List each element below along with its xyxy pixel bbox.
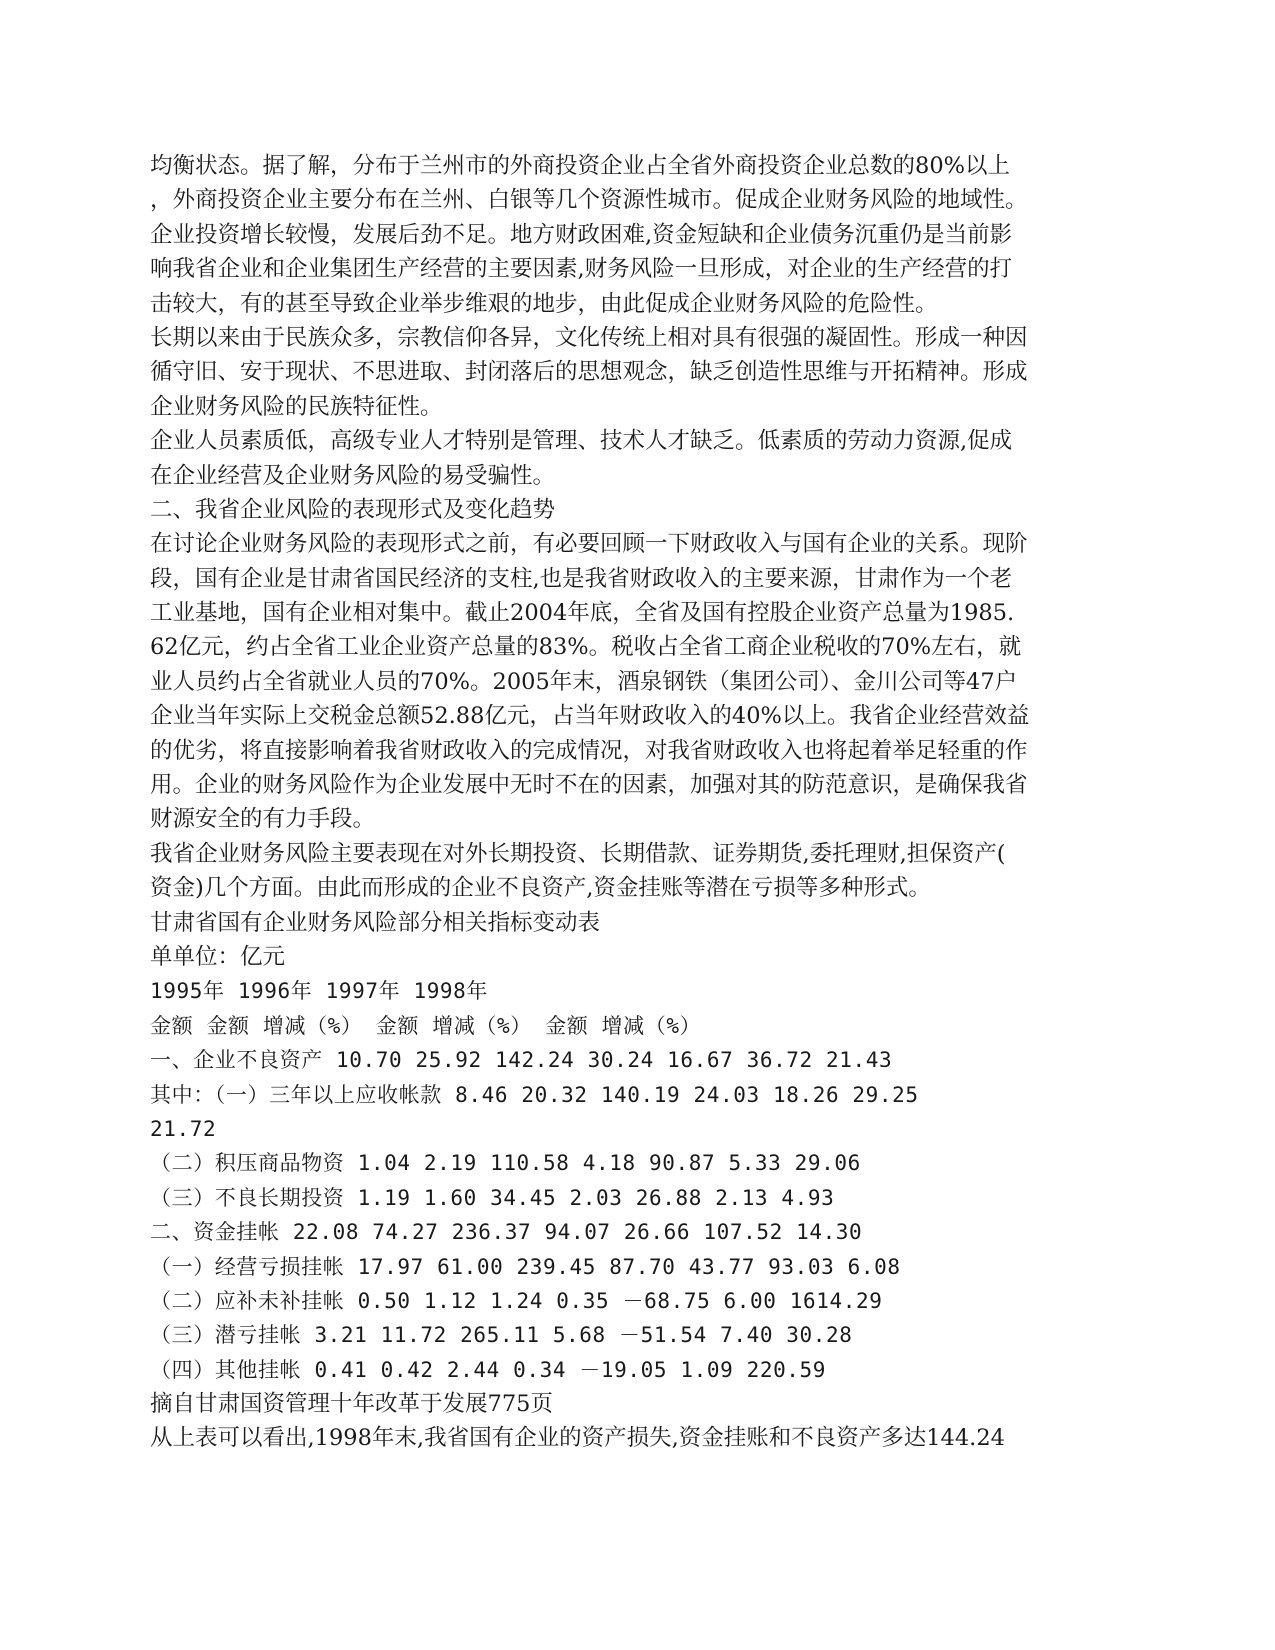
text-line: 企业投资增长较慢，发展后劲不足。地方财政困难,资金短缺和企业债务沉重仍是当前影 bbox=[150, 221, 1013, 248]
text-line: 在企业经营及企业财务风险的易受骗性。 bbox=[150, 462, 556, 489]
table-row-continuation: 21.72 bbox=[150, 1116, 217, 1141]
text-line: 循守旧、安于现状、不思进取、封闭落后的思想观念，缺乏创造性思维与开拓精神。形成 bbox=[150, 359, 1028, 386]
table-row: 二、资金挂帐 22.08 74.27 236.37 94.07 26.66 107.52 14.30 bbox=[150, 1220, 863, 1245]
text-line: 击较大，有的甚至导致企业举步维艰的地步，由此促成企业财务风险的危险性。 bbox=[150, 290, 938, 317]
table-row: 其中：（一）三年以上应收帐款 8.46 20.32 140.19 24.03 18.26 29.25 bbox=[150, 1082, 919, 1107]
table-row: 一、企业不良资产 10.70 25.92 142.24 30.24 16.67 36.72 21.43 bbox=[150, 1048, 893, 1073]
text-line: 均衡状态。据了解，分布于兰州市的外商投资企业占全省外商投资企业总数的80%以上 bbox=[150, 153, 1011, 179]
text-line: ，外商投资企业主要分布在兰州、白银等几个资源性城市。促成企业财务风险的地域性。 bbox=[150, 187, 1028, 214]
text-line: 段，国有企业是甘肃省国民经济的支柱,也是我省财政收入的主要来源，甘肃作为一个老 bbox=[150, 565, 1013, 592]
text-line: 62亿元，约占全省工业企业资产总量的83%。税收占全省工商企业税收的70%左右，就 bbox=[150, 634, 1022, 661]
table-row: （二）积压商品物资 1.04 2.19 110.58 4.18 90.87 5.33 29.06 bbox=[150, 1151, 861, 1176]
text-line: 财源安全的有力手段。 bbox=[150, 806, 376, 833]
table-header-columns: 金额 金额 增减（%） 金额 增减（%） 金额 增减（%） bbox=[150, 1013, 702, 1038]
document-page bbox=[150, 149, 1125, 1456]
text-line: 资金)几个方面。由此而形成的企业不良资产,资金挂账等潜在亏损等多种形式。 bbox=[150, 875, 931, 902]
text-line: 我省企业财务风险主要表现在对外长期投资、长期借款、证券期货,委托理财,担保资产( bbox=[150, 840, 1006, 867]
section-heading: 二、我省企业风险的表现形式及变化趋势 bbox=[150, 496, 556, 523]
table-header-years: 1995年 1996年 1997年 1998年 bbox=[150, 979, 489, 1004]
table-title: 甘肃省国有企业财务风险部分相关指标变动表 bbox=[150, 909, 601, 936]
table-row: （三）潜亏挂帐 3.21 11.72 265.11 5.68 －51.54 7.40 30.28 bbox=[150, 1323, 853, 1348]
table-row: （一）经营亏损挂帐 17.97 61.00 239.45 87.70 43.77 93.03 6.08 bbox=[150, 1254, 901, 1279]
table-row: （三）不良长期投资 1.19 1.60 34.45 2.03 26.88 2.13 4.93 bbox=[150, 1185, 835, 1210]
text-line: 长期以来由于民族众多，宗教信仰各异，文化传统上相对具有很强的凝固性。形成一种因 bbox=[150, 324, 1028, 351]
table-row: （二）应补未补挂帐 0.50 1.12 1.24 0.35 －68.75 6.00 1614.29 bbox=[150, 1288, 883, 1313]
text-line: 业人员约占全省就业人员的70%。2005年末，酒泉钢铁（集团公司）、金川公司等47户 bbox=[150, 668, 1018, 695]
text-line: 在讨论企业财务风险的表现形式之前，有必要回顾一下财政收入与国有企业的关系。现阶 bbox=[150, 531, 1028, 558]
text-line: 企业当年实际上交税金总额52.88亿元，占当年财政收入的40%以上。我省企业经营效益 bbox=[150, 703, 1030, 730]
text-line: 从上表可以看出,1998年末,我省国有企业的资产损失,资金挂账和不良资产多达144.24 bbox=[150, 1425, 1005, 1452]
text-line: 响我省企业和企业集团生产经营的主要因素,财务风险一旦形成，对企业的生产经营的打 bbox=[150, 256, 1013, 283]
text-line: 的优劣，将直接影响着我省财政收入的完成情况，对我省财政收入也将起着举足轻重的作 bbox=[150, 737, 1028, 764]
table-row: （四）其他挂帐 0.41 0.42 2.44 0.34 －19.05 1.09 220.59 bbox=[150, 1357, 827, 1382]
text-line: 企业财务风险的民族特征性。 bbox=[150, 393, 443, 420]
table-source: 摘自甘肃国资管理十年改革于发展775页 bbox=[150, 1391, 553, 1418]
table-unit: 单单位：亿元 bbox=[150, 943, 286, 970]
text-line: 用。企业的财务风险作为企业发展中无时不在的因素，加强对其的防范意识，是确保我省 bbox=[150, 772, 1028, 799]
text-line: 企业人员素质低，高级专业人才特别是管理、技术人才缺乏。低素质的劳动力资源,促成 bbox=[150, 428, 1013, 455]
text-line: 工业基地，国有企业相对集中。截止2004年底，全省及国有控股企业资产总量为1985. bbox=[150, 600, 1015, 627]
